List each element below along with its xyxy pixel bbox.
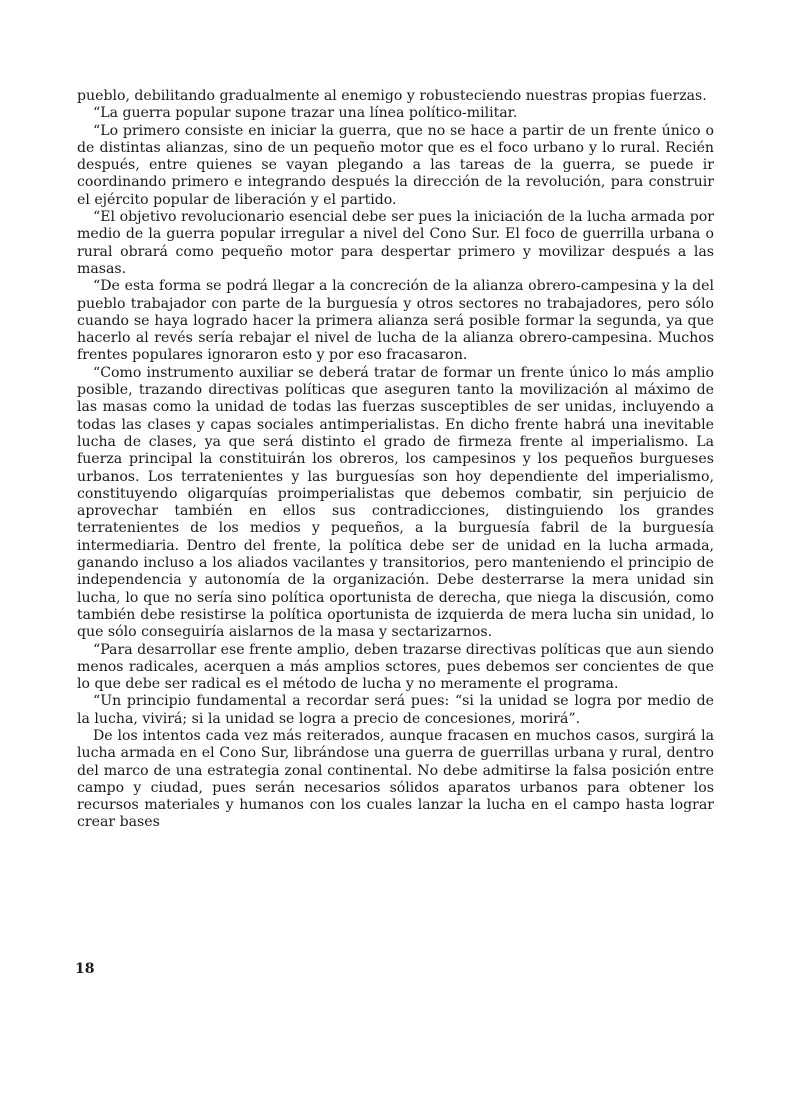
page-number: 18 (75, 961, 95, 977)
paragraph: “Para desarrollar ese frente amplio, deben trazarse directivas políticas que aun siendo menos radicales, acerquen a más amplios sctores, pues debemos ser concientes de que lo que debe ser radical es el método de lucha y no meramente el programa. (77, 641, 714, 693)
body-text (77, 88, 714, 832)
paragraph: “Un principio fundamental a recordar será pues: “si la unidad se logra por medio de la lucha, vivirá; si la unidad se logra a precio de concesiones, morirá”. (77, 693, 714, 727)
paragraph: De los intentos cada vez más reiterados, aunque fracasen en muchos casos, surgirá la lucha armada en el Cono Sur, librándose una guerra de guerrillas urbana y rural, dentro del marco de una estrategia zonal continental. No debe admitirse la falsa posición entre campo y ciudad, pues serán necesarios sólidos aparatos urbanos para obtener los recursos materiales y humanos con los cuales lanzar la lucha en el campo hasta lograr crear bases (77, 727, 714, 831)
paragraph: “Lo primero consiste en iniciar la guerra, que no se hace a partir de un frente único o de distintas alianzas, sino de un pequeño motor que es el foco urbano y lo rural. Recién después, entre quienes se vayan plegando a las tareas de la guerra, se puede ir coordinando primero e integrando después la dirección de la revolución, para construir el ejército popular de liberación y el partido. (77, 122, 714, 208)
paragraph: “De esta forma se podrá llegar a la concreción de la alianza obrero-campesina y la del pueblo trabajador con parte de la burguesía y otros sectores no trabajadores, pero sólo cuando se haya logrado hacer la primera alianza será posible formar la segunda, ya que hacerlo al revés sería rebajar el nivel de lucha de la alianza obrero-campesina. Muchos frentes populares ignoraron esto y por eso fracasaron. (77, 278, 714, 364)
paragraph: pueblo, debilitando gradualmente al enemigo y robusteciendo nuestras propias fuerzas. (77, 88, 707, 104)
paragraph: “El objetivo revolucionario esencial debe ser pues la iniciación de la lucha armada por medio de la guerra popular irregular a nivel del Cono Sur. El foco de guerrilla urbana o rural obrará como pequeño motor para despertar primero y movilizar después a las masas. (77, 209, 714, 277)
paragraph: “Como instrumento auxiliar se deberá tratar de formar un frente único lo más amplio posible, trazando directivas políticas que aseguren tanto la movilización al máximo de las masas como la unidad de todas las fuerzas susceptibles de ser unidas, incluyendo a todas las clases y capas sociales antimperialistas. En dicho frente habrá una inevitable lucha de clases, ya que será distinto el grado de firmeza frente al imperialismo. La fuerza principal la constituirán los obreros, los campesinos y los pequeños burgueses urbanos. Los terratenientes y las burguesías son hoy dependiente del imperialismo, constituyendo oligarquías proimperialistas que debemos combatir, sin perjuicio de aprovechar también en ellos sus contradicciones, distinguiendo los grandes terratenientes de los medios y pequeños, a la burguesía fabril de la burguesía intermediaria. Dentro del frente, la política debe ser de unidad en la lucha armada, ganando incluso a los aliados vacilantes y transitorios, pero manteniendo el principio de independencia y autonomía de la organización. Debe desterrarse la mera unidad sin lucha, lo que no sería sino política oportunista de derecha, que niega la discusión, como también debe resistirse la política oportunista de izquierda de mera lucha sin unidad, lo que sólo conseguiría aislarnos de la masa y sectarizarnos. (77, 364, 714, 641)
paragraph: “La guerra popular supone trazar una línea político-militar. (93, 105, 518, 122)
